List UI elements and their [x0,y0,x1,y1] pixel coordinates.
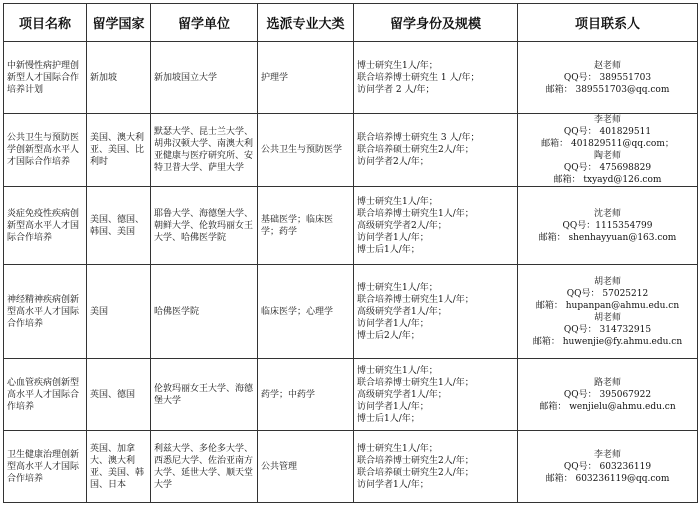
scale-cell-line: 访问学者2人/年； [357,157,429,167]
scale-cell-line: 联合培养硕士研究生2人/年； [357,145,474,155]
category-cell [258,114,354,187]
scale-cell-line: 博士研究生1人/年； [357,365,438,376]
scale-cell [354,359,518,431]
contact-cell-line: 邮箱： wenjielu@ahmu.edu.cn [539,401,676,412]
scale-cell-line: 高级研究学者1人/年； [357,306,447,317]
contact-cell [518,265,698,359]
contact-cell-line: 胡老师 [593,312,621,323]
contact-cell [518,114,698,187]
contact-cell-line: 邮箱： shenhayyuan@163.com [538,232,677,243]
contact-cell-line: QQ号： 603236119 [563,461,652,472]
contact-cell-line: 李老师 [593,449,621,460]
country-cell [87,265,151,359]
unit-cell [151,187,258,265]
table-row [4,42,698,114]
project-name-cell-text: 公共卫生与预防医学创新型高水平人才国际合作培养 [7,133,80,167]
project-name-cell [4,359,87,431]
country-cell-text: 英国、加拿大、澳大利亚、美国、韩国、日本 [90,443,145,490]
category-cell [258,431,354,503]
contact-cell-line: 李老师 [593,115,621,125]
country-cell-text: 新加坡 [90,72,118,83]
scale-cell [354,187,518,265]
category-cell-text: 药学；中药学 [261,389,316,400]
country-cell [87,187,151,265]
contact-cell-line: QQ号： 57025212 [566,288,649,299]
contact-cell-line: QQ号： 475698829 [563,163,652,173]
contact-cell [518,187,698,265]
contact-cell-line: 邮箱： 401829511@qq.com； [541,139,674,149]
contact-cell-line: 邮箱： hupanpan@ahmu.edu.cn [535,300,680,311]
scale-cell-line: 博士后1人/年； [357,413,420,424]
scale-cell-line: 访问学者 2 人/年； [357,84,435,95]
scale-cell-line: 访问学者1人/年； [357,318,429,329]
scale-cell-line: 博士研究生1人/年； [357,60,438,71]
scale-cell-line: 访问学者1人/年； [357,232,429,243]
scale-cell [354,265,518,359]
contact-cell [518,431,698,503]
table-row [4,359,698,431]
unit-cell [151,42,258,114]
contact-cell-line: QQ号： 389551703 [563,72,652,83]
project-name-cell-text: 神经精神疾病创新型高水平人才国际合作培养 [7,294,80,329]
header-category: 选派专业大类 [258,4,354,42]
table-row [4,265,698,359]
contact-cell-line: 沈老师 [593,208,621,219]
country-cell [87,42,151,114]
scale-cell [354,114,518,187]
project-name-cell-text: 炎症免疫性疾病创新型高水平人才国际合作培养 [7,208,80,243]
project-name-cell [4,431,87,503]
contact-cell-line: 路老师 [593,377,621,388]
contact-cell-line: 陶老师 [593,151,621,161]
table-row [4,187,698,265]
unit-cell [151,359,258,431]
header-row [4,4,698,42]
unit-cell-text: 伦敦玛丽女王大学、海德堡大学 [154,383,254,406]
category-cell [258,359,354,431]
project-name-cell-text: 心血管疾病创新型高水平人才国际合作培养 [7,377,80,412]
scale-cell-line: 博士研究生1人/年； [357,282,438,293]
scale-cell-line: 联合培养博士研究生1人/年； [357,377,474,388]
unit-cell-text: 耶鲁大学、海德堡大学、朝鲜大学、伦敦玛丽女王大学、哈佛医学院 [154,208,254,243]
scale-cell-line: 联合培养博士研究生1人/年； [357,208,474,219]
category-cell-text: 公共卫生与预防医学 [261,145,343,155]
country-cell [87,114,151,187]
projects-table [3,3,698,503]
project-name-cell [4,114,87,187]
contact-cell-line: 胡老师 [593,276,621,287]
scale-cell-line: 联合培养博士研究生1人/年； [357,294,474,305]
contact-cell [518,359,698,431]
unit-cell [151,265,258,359]
contact-cell-line: QQ号：1115354799 [562,220,653,231]
country-cell-text: 美国 [90,306,109,317]
category-cell [258,42,354,114]
unit-cell [151,114,258,187]
header-country: 留学国家 [87,4,151,42]
project-name-cell-text: 中新慢性病护理创新型人才国际合作培养计划 [7,60,80,95]
scale-cell-line: 高级研究学者1人/年； [357,389,447,400]
country-cell-text: 英国、德国 [90,389,136,400]
table-row [4,431,698,503]
category-cell-text: 基础医学；临床医学；药学 [261,214,334,237]
scale-cell-line: 博士后2人/年； [357,330,420,341]
project-name-cell [4,42,87,114]
scale-cell-line: 访问学者1人/年； [357,401,429,412]
contact-cell-line: QQ号： 395067922 [563,389,652,400]
scale-cell-line: 联合培养硕士研究生2人/年； [357,467,474,478]
unit-cell-text: 哈佛医学院 [154,306,200,317]
header-project-name: 项目名称 [4,4,87,42]
scale-cell-line: 联合培养博士研究生 3 人/年； [357,133,480,143]
country-cell [87,359,151,431]
project-name-cell-text: 卫生健康治理创新型高水平人才国际合作培养 [7,449,80,484]
country-cell-text: 美国、德国、韩国、美国 [90,214,145,237]
project-name-cell [4,187,87,265]
contact-cell [518,42,698,114]
scale-cell-line: 高级研究学者2人/年； [357,220,447,231]
category-cell [258,265,354,359]
header-contact: 项目联系人 [518,4,698,42]
country-cell-text: 美国、澳大利亚、美国、比利时 [90,133,145,167]
unit-cell-text: 默瑟大学、昆士兰大学、胡弗汉顿大学、南澳大利亚健康与医疗研究所、安特卫普大学、萨里大学 [154,127,254,173]
contact-cell-line: 邮箱： 389551703@qq.com [545,84,670,95]
contact-cell-line: 邮箱： 603236119@qq.com [545,473,670,484]
scale-cell-line: 联合培养博士研究生 1 人/年； [357,72,480,83]
contact-cell-line: QQ号： 314732915 [563,324,652,335]
scale-cell [354,42,518,114]
unit-cell [151,431,258,503]
unit-cell-text: 新加坡国立大学 [154,72,218,83]
category-cell-text: 护理学 [261,72,289,83]
unit-cell-text: 利兹大学、多伦多大学、西悉尼大学、佐治亚南方大学、延世大学、顺天堂大学 [154,443,254,490]
scale-cell-line: 博士研究生1人/年； [357,196,438,207]
scale-cell-line: 联合培养博士研究生2人/年； [357,455,474,466]
contact-cell-line: 邮箱： txyayd@126.com [553,175,662,185]
category-cell-text: 公共管理 [261,461,298,472]
category-cell-text: 临床医学；心理学 [261,306,334,317]
scale-cell-line: 博士后1人/年； [357,244,420,255]
contact-cell-line: QQ号： 401829511 [563,127,652,137]
contact-cell-line: 邮箱： huwenjie@fy.ahmu.edu.cn [532,336,683,347]
category-cell [258,187,354,265]
scale-cell-line: 访问学者1人/年； [357,479,429,490]
scale-cell-line: 博士研究生1人/年； [357,443,438,454]
country-cell [87,431,151,503]
project-name-cell [4,265,87,359]
contact-cell-line: 赵老师 [593,60,621,71]
header-scale: 留学身份及规模 [354,4,518,42]
header-unit: 留学单位 [151,4,258,42]
table-row [4,114,698,187]
scale-cell [354,431,518,503]
